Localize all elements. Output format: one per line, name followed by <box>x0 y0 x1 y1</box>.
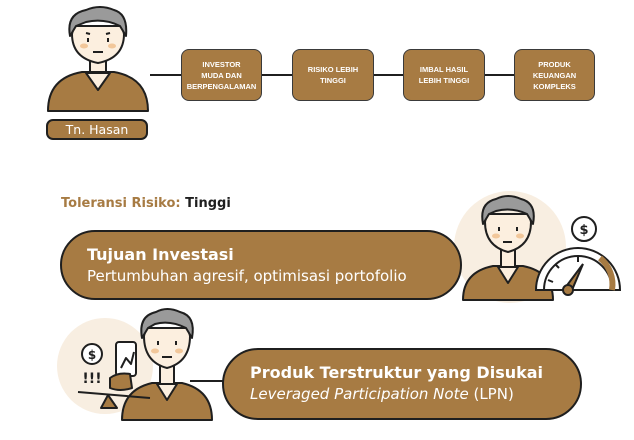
preferred-product-name <box>250 385 580 403</box>
flow-step-label: IMBAL HASIL LEBIH TINGGI <box>418 65 470 85</box>
product-full-name: Leveraged Participation Note <box>250 385 469 403</box>
flow-step-label: PRODUK KEUANGAN KOMPLEKS <box>532 59 577 91</box>
persona-name: Tn. Hasan <box>65 122 129 137</box>
risk-tolerance <box>61 196 231 211</box>
preferred-product-card <box>222 348 582 420</box>
flow-step-complex-products <box>514 49 595 101</box>
flow-step-higher-risk <box>292 49 374 101</box>
preferred-product-title: Produk Terstruktur yang Disukai <box>250 363 544 382</box>
dollar-coin-icon <box>572 217 596 241</box>
flow-step-higher-return <box>403 49 485 101</box>
svg-text:$: $ <box>579 223 589 238</box>
flow-step-label: RISIKO LEBIH TINGGI <box>307 65 359 85</box>
product-abbreviation: (LPN) <box>473 385 514 403</box>
flow-step-young-investor <box>181 49 262 101</box>
persona-name-badge <box>46 119 148 140</box>
risk-tolerance-label: Toleransi Risiko: <box>61 196 181 211</box>
investment-goal-title: Tujuan Investasi <box>87 245 234 264</box>
svg-text:!!!: !!! <box>82 371 102 387</box>
flow-step-label: INVESTOR MUDA DAN BERPENGALAMAN <box>186 59 257 91</box>
svg-text:$: $ <box>87 348 97 362</box>
person-avatar-hasan <box>48 7 148 111</box>
investment-goal-text: Pertumbuhan agresif, optimisasi portofolio <box>87 267 407 285</box>
investment-goal-card <box>60 230 462 300</box>
risk-tolerance-value: Tinggi <box>185 196 231 211</box>
